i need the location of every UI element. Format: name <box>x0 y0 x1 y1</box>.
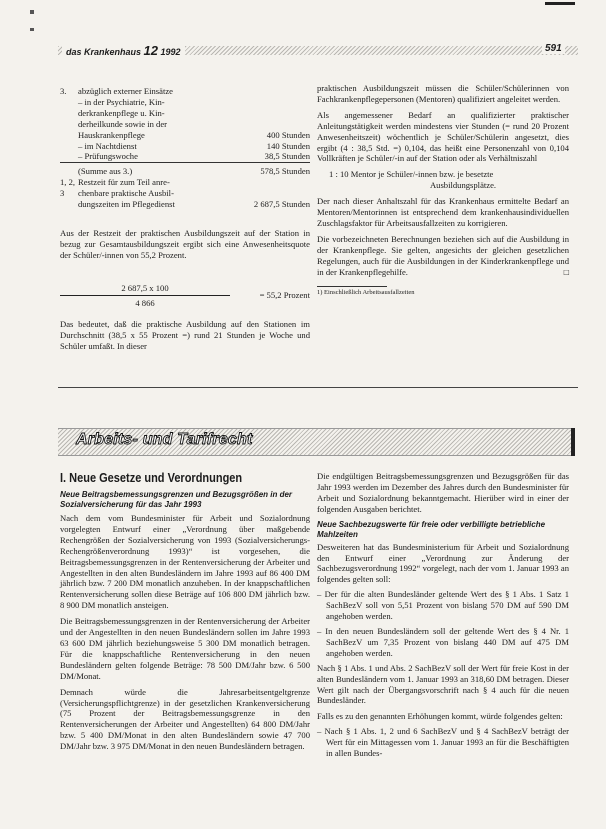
right-column-top <box>317 83 569 297</box>
calc-row: derheilkunde sowie in der <box>78 118 168 129</box>
formula-denominator: 4 866 <box>135 298 155 308</box>
subheading: Neue Sachbezugswerte für freie oder verbilligte betriebliche Mahlzeiten <box>317 519 546 539</box>
calc-row: – im Nachtdienst 140 Stunden <box>78 140 310 151</box>
ratio-line: Ausbildungsplätze. <box>429 180 497 191</box>
calc-row: (Summe aus 3.) 578,5 Stunden <box>78 166 310 177</box>
calc-row: 3. abzüglich externer Einsätze <box>60 86 173 96</box>
paragraph: Nach § 1 Abs. 1 und Abs. 2 SachBezV soll der Wert für freie Kost in der alten Bundesländern vom 1. Januar 1993 an 318,60 DM betragen. Dieser Wert gilt nach der Übergangsvorschrift nach § 4 auch für die neuen Bundesländer. <box>317 662 569 706</box>
subheading: Neue Beitragsbemessungsgrenzen und Bezugsgrößen in der Sozialversicherung für das Jahr 1993 <box>60 490 293 509</box>
calc-row: Hauskrankenpflege 400 Stunden <box>78 129 310 140</box>
right-column-bottom <box>317 471 569 759</box>
issue-number: 12 <box>143 43 159 58</box>
corner-mark <box>545 2 575 5</box>
paragraph: Demnach würde die Jahresarbeitsentgeltgrenze (Versicherungspflichtgrenze) in der gesetzlichen Krankenversicherung (75 Prozent der Beitragsbemessungsgrenze in den Rentenversicherungen der Arbeiter und Angestellten) 64 800 DM/Jahr bzw. 5 400 DM/Monat in den alten Bundesländern sowie 47 700 DM/Jahr bzw. 3 975 DM/Monat in den neuen Bundesländern betragen. <box>60 686 310 752</box>
formula-fraction-line <box>60 295 230 296</box>
formula-numerator: 2 687,5 x 100 <box>121 283 169 293</box>
calc-row: derkrankenpflege u. Kin- <box>78 107 165 118</box>
paragraph: Der nach dieser Anhaltszahl für das Krankenhaus ermittelte Bedarf an Mentoren/Mentorinnen ist entsprechend dem krankenhausindividuellen Zuschlagsfaktor für Arbeitsausfallzeiten zu korrigieren. <box>317 196 569 228</box>
end-mark: □ <box>563 266 569 277</box>
bullet-item: – Der für die alten Bundesländer geltende Wert des § 1 Abs. 1 Satz 1 SachBezV soll von 5,51 Prozent von bislang 570 DM auf 590 DM angehoben werden. <box>317 589 569 622</box>
calc-row: dungszeiten im Pflegedienst 2 687,5 Stunden <box>78 199 310 210</box>
bullet-item: – In den neuen Bundesländern soll der geltende Wert des § 4 Nr. 1 SachBezV um 7,35 Prozent von bislang 440 DM auf 475 DM angehoben werden. <box>317 625 569 658</box>
paragraph: Das bedeutet, daß die praktische Ausbildung auf den Stationen im Durchschnitt (38,5 x 55 Prozent =) rund 21 Stunden je Woche und Schüler umfaßt. In dieser <box>60 319 310 351</box>
paragraph: Als angemessener Bedarf an qualifizierter praktischer Anleitungstätigkeit werden mindestens vier Stunden (= rund 20 Prozent Anwesenheitszeit) wöchentlich je Schüler/Schülerin angesetzt, dies ergibt (4 : 38,5 Std. =) 0,104, das heißt eine Personenzahl von 0,104 Vollkräften je Schüler/-in auf der Station oder als Verhältniszahl <box>317 109 569 164</box>
section-title: I. Neue Gesetze und Verordnungen <box>60 471 243 485</box>
paragraph: Die Beitragsbemessungsgrenzen in der Rentenversicherung der Arbeiter und der Angestellten in den neuen Bundesländern sollen im Jahre 1993 63 600 DM jährlich beziehungsweise 5 300 DM monatlich betragen. Für die knappschaftliche Rentenversicherung in den neuen Bundesländern gelten folgende Beträge: 78 500 DM/Jahr bzw. 6 500 DM/Monat. <box>60 616 310 681</box>
formula <box>60 283 310 311</box>
calc-row: 1, 2, Restzeit für zum Teil anre- <box>60 177 170 188</box>
page-number: 591 <box>542 43 565 54</box>
section-banner-title: Arbeits- und Tarifrecht <box>76 431 253 448</box>
bullet-item: – Nach § 1 Abs. 1, 2 und 6 SachBezV und § 4 SachBezV beträgt der Wert für ein Mittagessen vom 1. Januar 1993 an für die Beschäftigten in allen Bundes- <box>317 726 569 759</box>
paragraph: Desweiteren hat das Bundesministerium für Arbeit und Sozialordnung den Entwurf einer „Verordnung zur Änderung der Sachbezugsverordnung 1992“ vorgelegt, nach der vom 1. Januar 1993 an folgendes gelten soll: <box>317 541 569 585</box>
paragraph: Die vorbezeichneten Berechnungen beziehen sich auf die Ausbildung in der Krankenpflege. Sie gelten, angesichts der gleichen gesetzlichen Regelungen, auch für die Ausbildungen in der Kinderkrankenpflege und in der Krankenpflegehilfe. □ <box>317 233 569 277</box>
calc-row: – Prüfungswoche 38,5 Stunden <box>60 151 310 163</box>
scan-mark <box>30 10 34 14</box>
calc-table <box>60 86 310 210</box>
paragraph: Nach dem vom Bundesminister für Arbeit und Sozialordnung vorgelegten Entwurf einer „Verordnung über maßgebende Rechengrößen der Sozialversicherung von 1993 (Sozialversicherungs-Rechengrößenverordnung 1993)“ ist vorgesehen, die Beitragsbemessungsgrenzen in der Rentenversicherung der Arbeiter und Angestellten in den alten Bundesländern im Jahre 1993 auf 86 400 DM jährlich bzw. 7 200 DM monatlich anzuheben. In der knappschaftlichen Rentenversicherung sollen diese Beträge auf 106 800 DM jährlich bzw. 8 900 DM monatlich ansteigen. <box>60 513 310 611</box>
ratio-line: 1 : 10 Mentor je Schüler/-innen bzw. je besetzte <box>329 169 494 180</box>
paragraph: Die endgültigen Beitragsbemessungsgrenzen und Bezugsgrößen für das Jahr 1993 werden im Dezember des Jahres durch den Bundesminister für Arbeit und Sozialordnung bekanntgemacht. Hierüber wird in einer der folgenden Ausgaben berichtet. <box>317 471 569 514</box>
journal-name: das Krankenhaus <box>66 47 142 57</box>
issue-year: 1992 <box>160 47 181 57</box>
formula-result: = 55,2 Prozent <box>259 290 310 300</box>
calc-row: 3 chenbare praktische Ausbil- <box>60 188 174 199</box>
footnote-rule <box>317 286 387 287</box>
calc-row: – in der Psychiatrie, Kin- <box>78 96 165 107</box>
paragraph: Falls es zu den genannten Erhöhungen kommt, würde folgendes gelten: <box>317 711 563 722</box>
section-divider <box>58 387 578 388</box>
running-header <box>62 43 185 58</box>
left-column-bottom <box>60 490 310 752</box>
scan-mark <box>30 28 34 31</box>
banner-end-bar <box>571 428 575 456</box>
paragraph: Aus der Restzeit der praktischen Ausbildungszeit auf der Station in bezug zur Gesamtausbildungszeit ergibt sich eine Anwesenheitsquote der Schüler/-innen von 55,2 Prozent. <box>60 228 310 260</box>
paragraph: praktischen Ausbildungszeit müssen die Schüler/Schülerinnen von Fachkrankenpflegepersonen (Mentoren) qualifiziert angeleitet werden. <box>317 83 569 104</box>
footnote: 1) Einschließlich Arbeitsausfallzeiten <box>317 288 415 296</box>
